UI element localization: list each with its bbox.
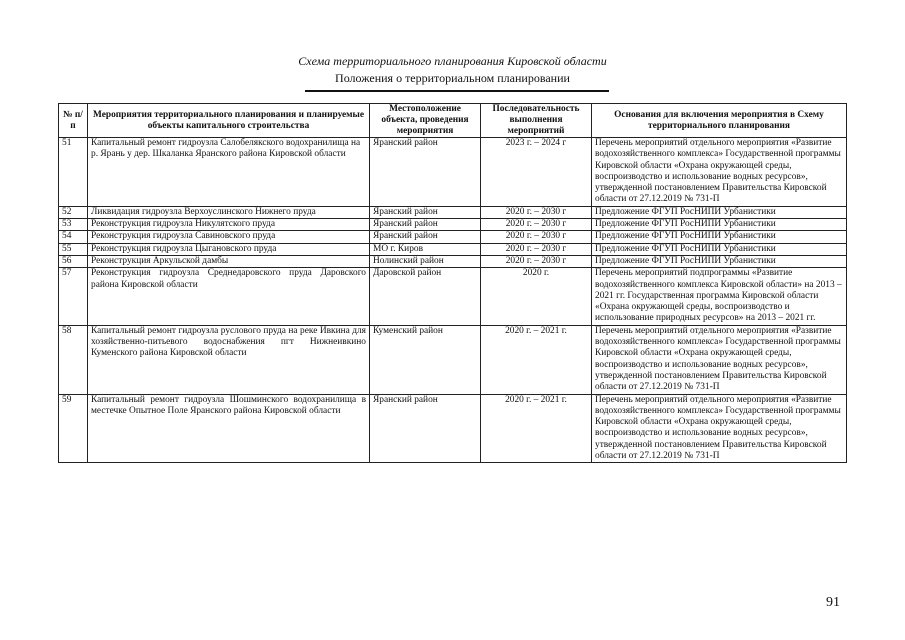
- table-row: [59, 243, 847, 255]
- column-header-location: Местоположение объекта, проведения мероприятия: [370, 104, 481, 138]
- row-measure: Капитальный ремонт гидроузла Шошминского водохранилища в местечке Опытное Поле Яранского района Кировской области: [88, 394, 370, 463]
- row-number: 55: [59, 243, 88, 255]
- row-period: 2023 г. – 2024 г: [481, 138, 592, 207]
- row-number: 54: [59, 231, 88, 243]
- document-header-subtitle: Положения о территориальном планировании: [335, 71, 570, 85]
- table-row: [59, 325, 847, 394]
- row-period: 2020 г. – 2030 г: [481, 206, 592, 218]
- table-row: [59, 138, 847, 207]
- column-header-measure: Мероприятия территориального планирования и планируемые объекты капитального строительства: [88, 104, 370, 138]
- table-row: [59, 394, 847, 463]
- row-location: Куменский район: [370, 325, 481, 394]
- row-period: 2020 г. – 2030 г: [481, 243, 592, 255]
- row-measure: Реконструкция гидроузла Никулятского пруда: [88, 219, 370, 231]
- table-row: [59, 219, 847, 231]
- row-number: 59: [59, 394, 88, 463]
- row-number: 58: [59, 325, 88, 394]
- page-number: 91: [826, 595, 840, 610]
- row-basis: Предложение ФГУП РосНИПИ Урбанистики: [592, 243, 847, 255]
- table-row: [59, 206, 847, 218]
- row-period: 2020 г. – 2030 г: [481, 255, 592, 267]
- row-basis: Перечень мероприятий отдельного мероприятия «Развитие водохозяйственного комплекса» Государственной программы Кировской области «Охрана окружающей среды, воспроизводство и использование водных ресурсов», утвержденной постановлением Правительства Кировской области от 27.12.2019 № 731-П: [592, 138, 847, 207]
- row-basis: Перечень мероприятий отдельного мероприятия «Развитие водохозяйственного комплекса» Государственной программы Кировской области «Охрана окружающей среды, воспроизводство и использование водных ресурсов», утвержденной постановлением Правительства Кировской области от 27.12.2019 № 731-П: [592, 325, 847, 394]
- row-measure: Капитальный ремонт гидроузла Салобелякского водохранилища на р. Ярань у дер. Шкаланка Яранского района Кировской области: [88, 138, 370, 207]
- row-location: Яранский район: [370, 219, 481, 231]
- row-basis: Предложение ФГУП РосНИПИ Урбанистики: [592, 231, 847, 243]
- row-location: Даровской район: [370, 268, 481, 325]
- row-location: Яранский район: [370, 138, 481, 207]
- table-row: [59, 268, 847, 325]
- row-location: Яранский район: [370, 206, 481, 218]
- column-header-period: Последовательность выполнения мероприятий: [481, 104, 592, 138]
- row-measure: Реконструкция гидроузла Цыгановского пруда: [88, 243, 370, 255]
- row-period: 2020 г.: [481, 268, 592, 325]
- measures-table: [58, 103, 847, 463]
- row-location: МО г. Киров: [370, 243, 481, 255]
- column-header-number: № п/п: [59, 104, 88, 138]
- row-basis: Перечень мероприятий отдельного мероприятия «Развитие водохозяйственного комплекса» Государственной программы Кировской области «Охрана окружающей среды, воспроизводство и использование водных ресурсов», утвержденной постановлением Правительства Кировской области от 27.12.2019 № 731-П: [592, 394, 847, 463]
- row-period: 2020 г. – 2030 г: [481, 219, 592, 231]
- table-row: [59, 255, 847, 267]
- row-basis: Перечень мероприятий подпрограммы «Развитие водохозяйственного комплекса Кировской области» на 2013 – 2021 гг. Государственная программа Кировской области «Охрана окружающей среды, воспроизводство и использование природных ресурсов» на 2013 – 2021 гг.: [592, 268, 847, 325]
- row-measure: Капитальный ремонт гидроузла руслового пруда на реке Ивкина для хозяйственно-питьевого водоснабжения пгт Нижнеивкино Куменского района Кировской области: [88, 325, 370, 394]
- row-location: Яранский район: [370, 394, 481, 463]
- row-measure: Реконструкция гидроузла Савиновского пруда: [88, 231, 370, 243]
- row-number: 53: [59, 219, 88, 231]
- table-row: [59, 231, 847, 243]
- row-measure: Ликвидация гидроузла Верхоуслинского Нижнего пруда: [88, 206, 370, 218]
- row-number: 57: [59, 268, 88, 325]
- row-basis: Предложение ФГУП РосНИПИ Урбанистики: [592, 255, 847, 267]
- row-period: 2020 г. – 2030 г: [481, 231, 592, 243]
- row-location: Нолинский район: [370, 255, 481, 267]
- row-basis: Предложение ФГУП РосНИПИ Урбанистики: [592, 206, 847, 218]
- row-location: Яранский район: [370, 231, 481, 243]
- row-period: 2020 г. – 2021 г.: [481, 325, 592, 394]
- table-header-row: [59, 104, 847, 138]
- row-number: 51: [59, 138, 88, 207]
- row-number: 56: [59, 255, 88, 267]
- document-header-title: Схема территориального планирования Кировской области: [298, 54, 607, 68]
- row-number: 52: [59, 206, 88, 218]
- column-header-basis: Основания для включения мероприятия в Схему территориального планирования: [592, 104, 847, 138]
- header-divider: [305, 90, 609, 92]
- row-measure: Реконструкция Аркульской дамбы: [88, 255, 370, 267]
- row-period: 2020 г. – 2021 г.: [481, 394, 592, 463]
- row-measure: Реконструкция гидроузла Среднедаровского пруда Даровского района Кировской области: [88, 268, 370, 325]
- row-basis: Предложение ФГУП РосНИПИ Урбанистики: [592, 219, 847, 231]
